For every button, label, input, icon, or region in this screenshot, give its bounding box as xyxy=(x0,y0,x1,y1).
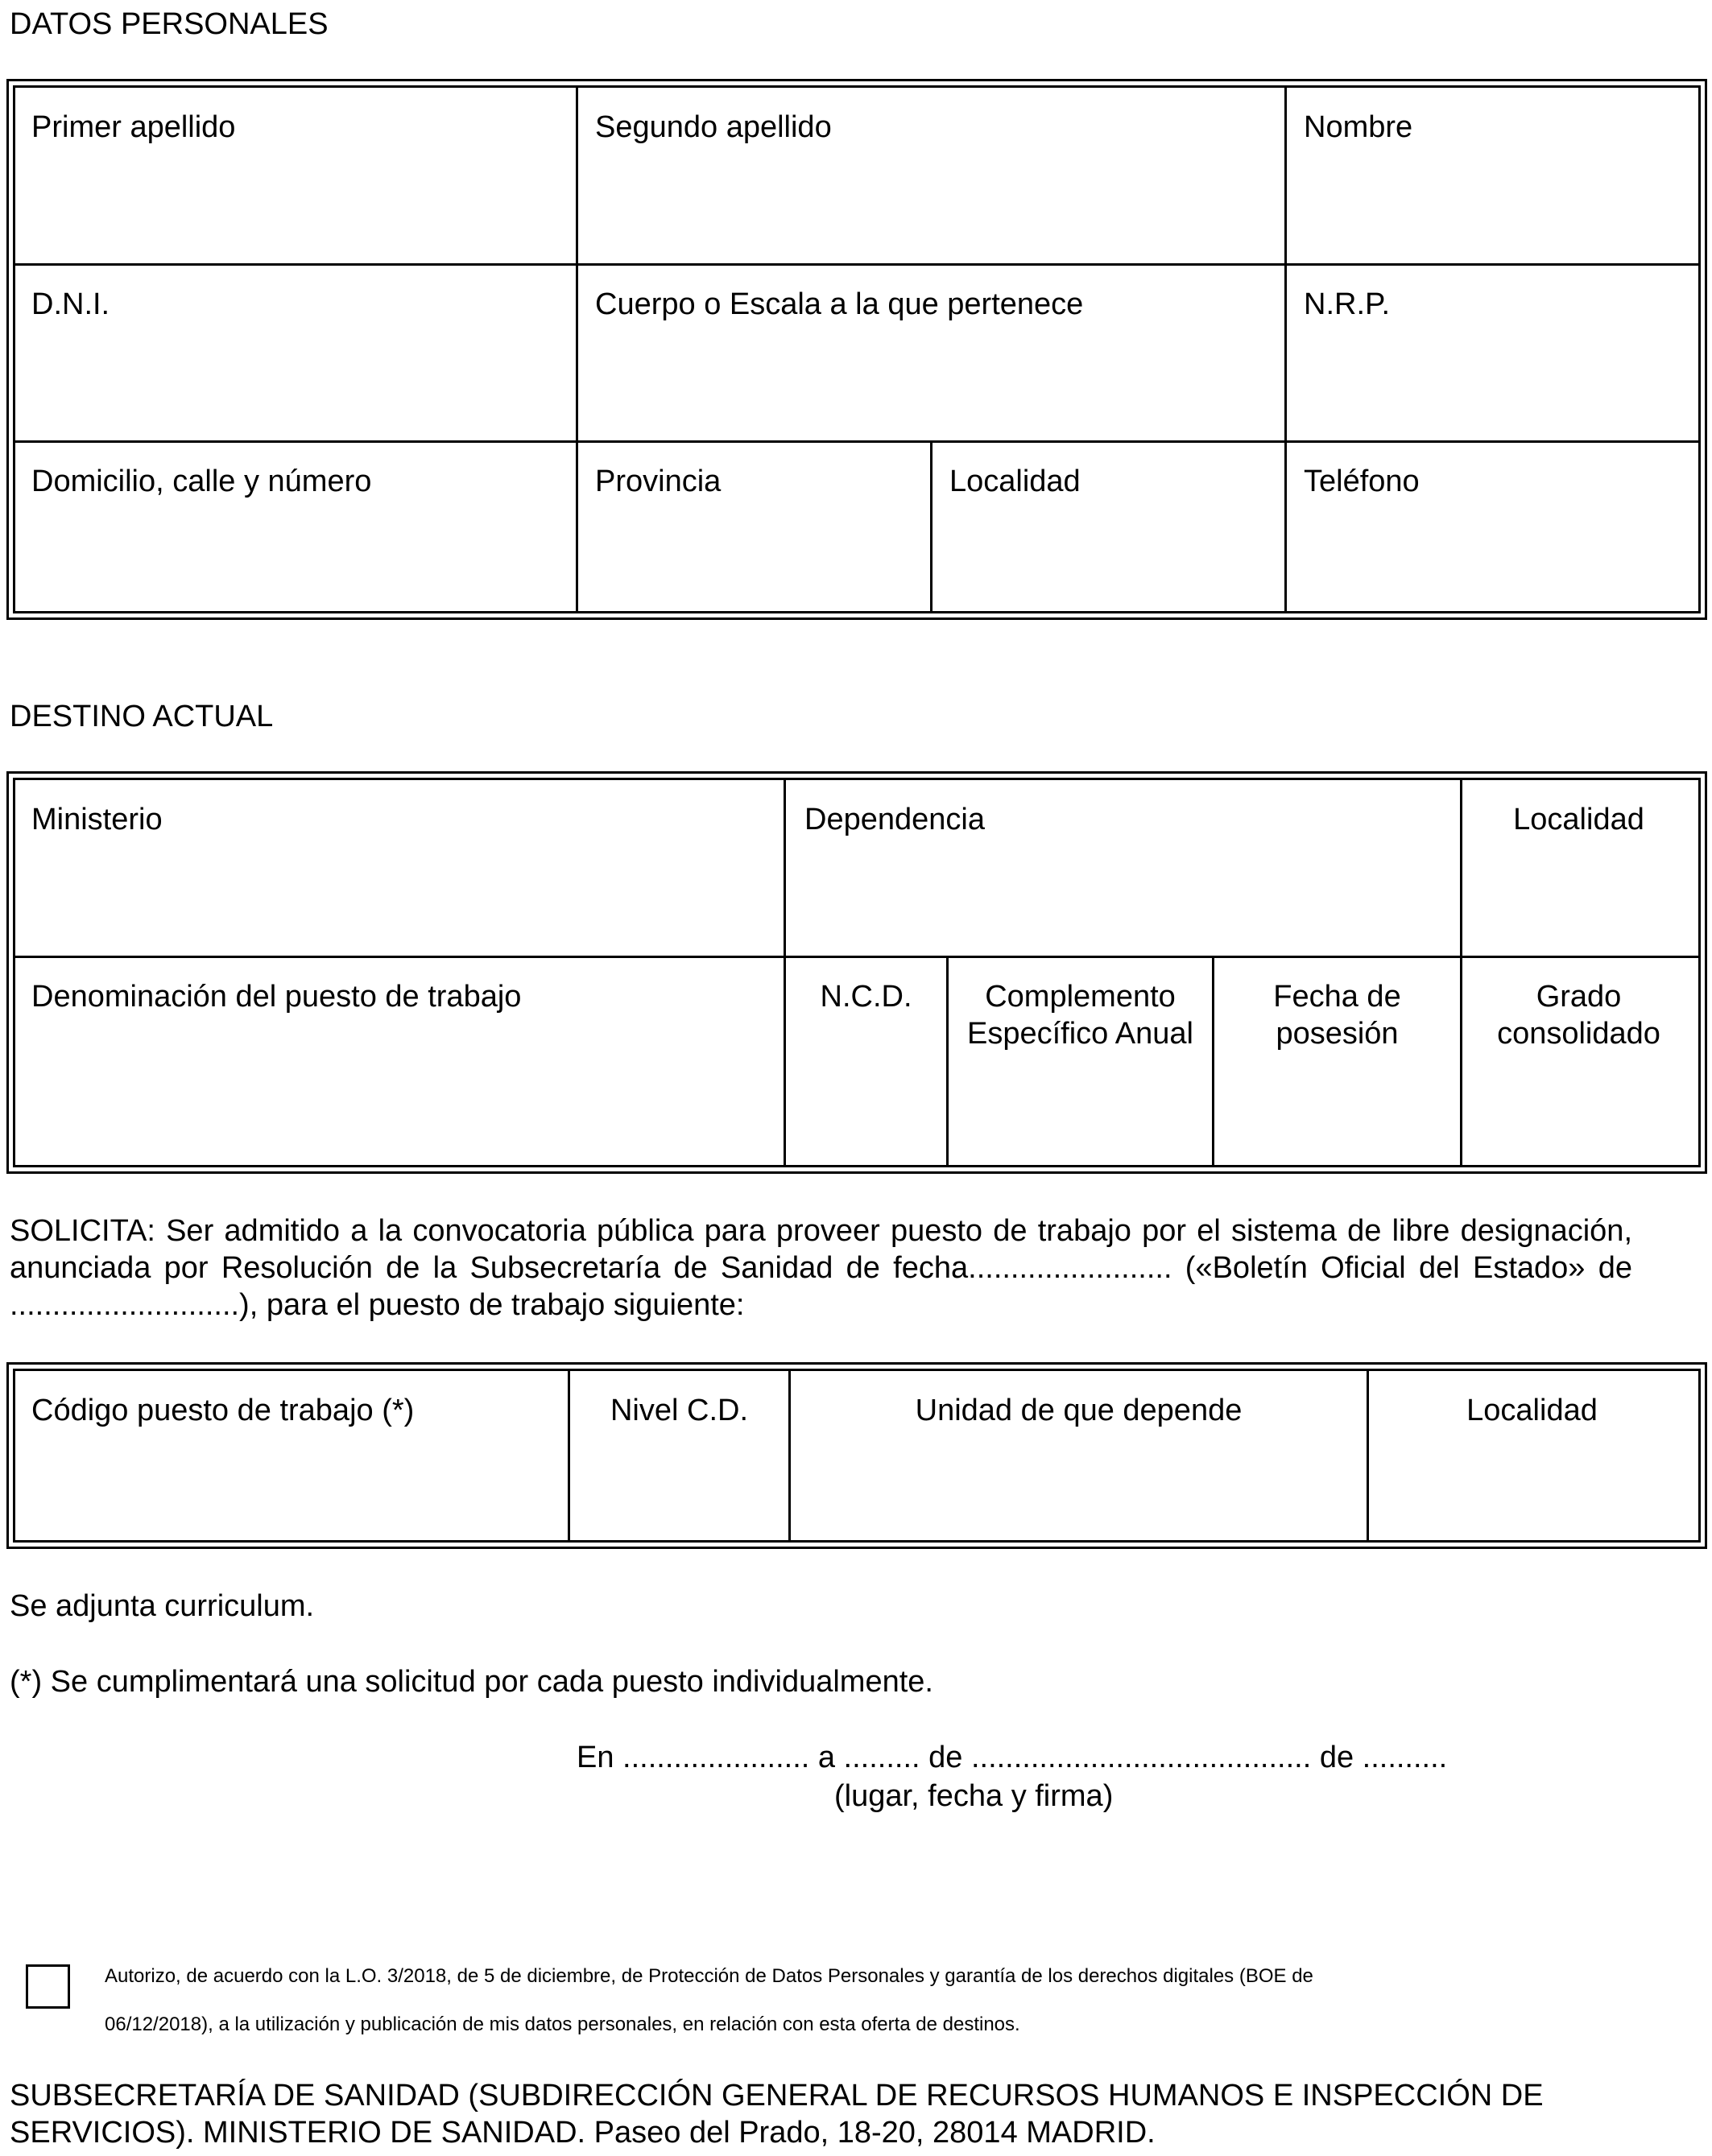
destino-actual-title: DESTINO ACTUAL xyxy=(10,700,274,733)
row-divider xyxy=(15,263,1698,266)
grado-field[interactable]: Grado consolidado xyxy=(1497,980,1660,1051)
domicilio-field[interactable]: Domicilio, calle y número xyxy=(31,465,372,498)
destino-localidad-field[interactable]: Localidad xyxy=(1513,803,1644,836)
column-divider xyxy=(930,440,933,611)
signature-line: En ...................... a ......... de ........................................ de .......... xyxy=(577,1741,1448,1774)
localidad-field[interactable]: Localidad xyxy=(949,465,1081,498)
provincia-field[interactable]: Provincia xyxy=(595,465,722,498)
consent-checkbox[interactable] xyxy=(26,1964,70,2009)
dependencia-field[interactable]: Dependencia xyxy=(804,803,985,836)
solicita-paragraph: SOLICITA: Ser admitido a la convocatoria pública para proveer puesto de trabajo por el sistema de libre designación, anunciada por Resolución de la Subsecretaría de Sanidad de fecha........................ («Boletín Oficial del Estado» de ...........................), para el puesto de trabajo siguiente: xyxy=(10,1214,1632,1322)
row-divider xyxy=(15,440,1698,443)
primer-apellido-field[interactable]: Primer apellido xyxy=(31,110,236,144)
fecha-posesion-field[interactable]: Fecha de posesión xyxy=(1273,980,1401,1051)
asterisk-note: (*) Se cumplimentará una solicitud por cada puesto individualmente. xyxy=(10,1665,933,1699)
column-divider xyxy=(784,780,786,1165)
denominacion-field[interactable]: Denominación del puesto de trabajo xyxy=(31,980,522,1014)
curriculum-note: Se adjunta curriculum. xyxy=(10,1589,315,1623)
nivel-cd-field[interactable]: Nivel C.D. xyxy=(610,1394,749,1427)
footer-line1: SUBSECRETARÍA DE SANIDAD (SUBDIRECCIÓN GENERAL DE RECURSOS HUMANOS E INSPECCIÓN DE xyxy=(10,2079,1544,2113)
puesto-solicitado-table xyxy=(6,1362,1707,1549)
nombre-field[interactable]: Nombre xyxy=(1304,110,1413,144)
puesto-localidad-field[interactable]: Localidad xyxy=(1466,1394,1598,1427)
personal-data-title: DATOS PERSONALES xyxy=(10,7,329,41)
footer-line2: SERVICIOS). MINISTERIO DE SANIDAD. Paseo del Prado, 18-20, 28014 MADRID. xyxy=(10,2116,1156,2150)
dni-field[interactable]: D.N.I. xyxy=(31,287,110,321)
signature-caption: (lugar, fecha y firma) xyxy=(834,1779,1114,1813)
cuerpo-field[interactable]: Cuerpo o Escala a la que pertenece xyxy=(595,287,1084,321)
personal-data-table xyxy=(6,79,1707,620)
ncd-field[interactable]: N.C.D. xyxy=(820,980,912,1014)
column-divider xyxy=(576,88,578,611)
row-divider xyxy=(15,956,1698,958)
consent-text-line2: 06/12/2018), a la utilización y publicación de mis datos personales, en relación con esta oferta de destinos. xyxy=(105,2014,1020,2035)
telefono-field[interactable]: Teléfono xyxy=(1304,465,1420,498)
unidad-field[interactable]: Unidad de que depende xyxy=(915,1394,1243,1427)
consent-text-line1: Autorizo, de acuerdo con la L.O. 3/2018, de 5 de diciembre, de Protección de Datos Personales y garantía de los derechos digitales (BOE de xyxy=(105,1965,1313,1987)
column-divider xyxy=(1284,88,1287,611)
codigo-puesto-field[interactable]: Código puesto de trabajo (*) xyxy=(31,1394,415,1427)
destino-actual-table xyxy=(6,771,1707,1174)
complemento-field[interactable]: Complemento Específico Anual xyxy=(967,980,1193,1051)
segundo-apellido-field[interactable]: Segundo apellido xyxy=(595,110,832,144)
nrp-field[interactable]: N.R.P. xyxy=(1304,287,1391,321)
ministerio-field[interactable]: Ministerio xyxy=(31,803,163,836)
